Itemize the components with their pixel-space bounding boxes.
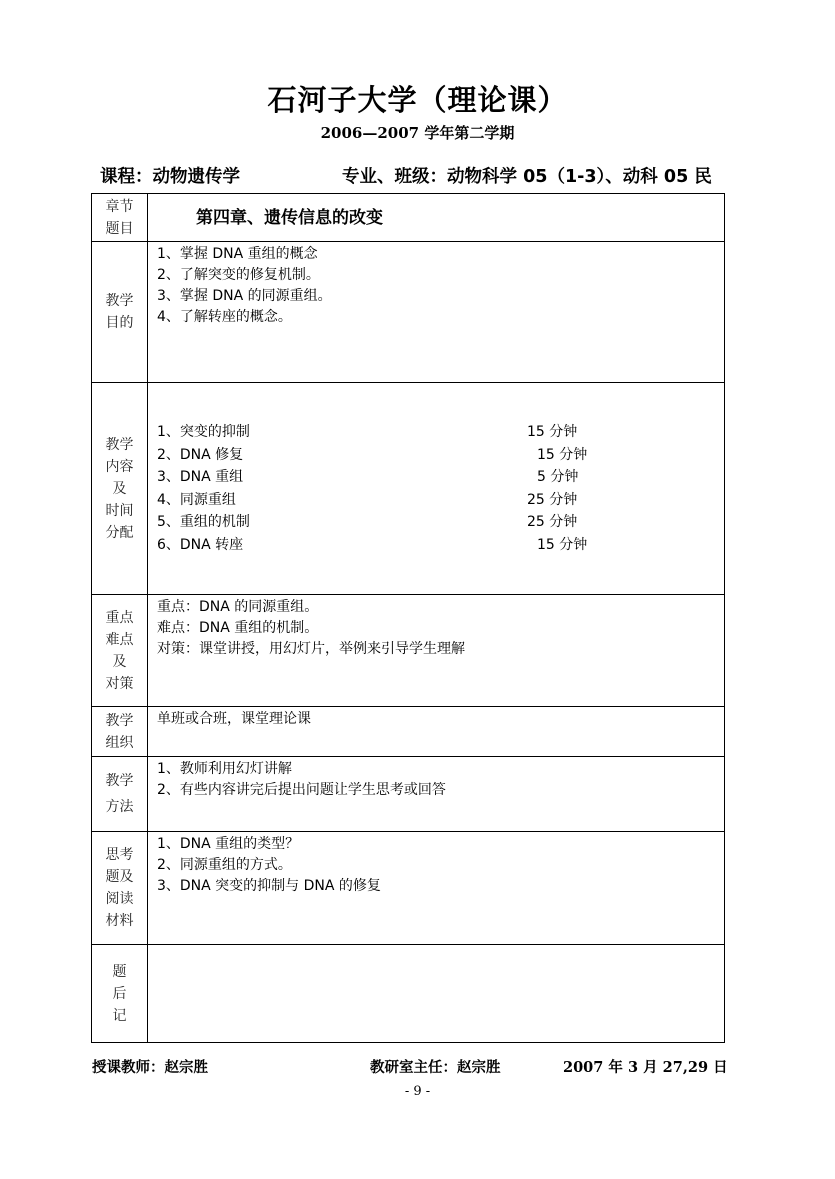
content-item: [157, 489, 724, 512]
label-line: 题目: [105, 220, 134, 237]
lesson-date: 2007 年 3 月 27,29 日: [563, 1059, 728, 1076]
content-minutes: 15 分钟: [537, 446, 588, 463]
chapter-title: 第四章、遗传信息的改变: [148, 194, 725, 242]
content-label: [92, 383, 148, 595]
label-line: 目的: [105, 315, 134, 331]
organization-row: [92, 707, 725, 757]
content-topic: 4、同源重组: [157, 491, 236, 508]
content-minutes: 5 分钟: [537, 469, 579, 485]
label-line: 教学: [105, 712, 134, 729]
major-class-line: 专业、班级：动物科学 05（1-3）、动科 05 民: [342, 167, 712, 187]
label-line: 内容: [105, 458, 134, 475]
chapter-label: [92, 194, 148, 242]
label-line: 及: [112, 480, 127, 497]
list-item: 2、有些内容讲完后提出问题让学生思考或回答: [157, 782, 446, 798]
course-line: 课程：动物遗传学: [100, 167, 240, 187]
content-minutes: 15 分钟: [537, 536, 588, 553]
content-topic: 1、突变的抑制: [157, 424, 250, 440]
organization-text: [148, 707, 725, 757]
label-line: 教学: [105, 293, 134, 309]
lesson-plan-table: [91, 193, 725, 1043]
list-item: 1、掌握 DNA 重组的概念: [157, 246, 318, 262]
label-line: 阅读: [105, 891, 134, 907]
label-line: 题: [112, 963, 127, 980]
list-item: 对策：课堂讲授，用幻灯片，举例来引导学生理解: [157, 641, 465, 657]
label-line: 材料: [105, 913, 134, 929]
content-minutes: 15 分钟: [527, 424, 578, 440]
list-item: 1、教师利用幻灯讲解: [157, 761, 292, 777]
label-line: 时间: [105, 502, 134, 519]
objectives-list: [148, 242, 725, 383]
chapter-row: [92, 194, 725, 242]
postscript-text: [148, 945, 725, 1043]
content-topic: 6、DNA 转座: [157, 536, 244, 553]
page-number: - 9 -: [404, 1084, 431, 1099]
label-line: 重点: [105, 609, 134, 626]
list-item: 难点：DNA 重组的机制。: [157, 620, 319, 636]
content-item: [157, 421, 724, 444]
label-line: 记: [112, 1007, 127, 1024]
label-line: 对策: [105, 675, 134, 692]
label-line: 及: [112, 653, 127, 670]
postscript-row: [92, 945, 725, 1043]
content-topic: 3、DNA 重组: [157, 469, 244, 485]
objectives-label: [92, 242, 148, 383]
label-line: 分配: [105, 524, 134, 541]
content-minutes: 25 分钟: [527, 491, 578, 508]
questions-list: [148, 832, 725, 945]
label-line: 题及: [105, 869, 134, 885]
director-signature: 教研室主任：赵宗胜: [370, 1060, 501, 1076]
list-item: 单班或合班，课堂理论课: [157, 711, 311, 727]
label-line: 方法: [105, 799, 134, 815]
content-item: [157, 444, 724, 467]
label-line: 教学: [105, 773, 134, 789]
key-points-label: [92, 595, 148, 707]
content-row: [92, 383, 725, 595]
content-minutes: 25 分钟: [527, 514, 578, 530]
key-points-row: [92, 595, 725, 707]
content-item: [157, 511, 724, 534]
content-topic: 2、DNA 修复: [157, 446, 244, 463]
methods-label: [92, 757, 148, 832]
content-item: [157, 534, 724, 557]
label-line: 教学: [105, 436, 134, 453]
label-line: 后: [112, 985, 127, 1002]
label-line: 组织: [105, 734, 134, 751]
list-item: 2、同源重组的方式。: [157, 857, 292, 873]
objectives-row: [92, 242, 725, 383]
page-title: 石河子大学（理论课）: [267, 83, 568, 117]
label-line: 章节: [105, 198, 134, 215]
content-time-list: [148, 383, 725, 595]
label-line: 难点: [105, 631, 134, 648]
teacher-signature: 授课教师：赵宗胜: [92, 1060, 208, 1076]
questions-row: [92, 832, 725, 945]
list-item: 1、DNA 重组的类型？: [157, 836, 300, 852]
semester-subtitle: 2006—2007 学年第二学期: [320, 124, 515, 142]
postscript-label: [92, 945, 148, 1043]
questions-label: [92, 832, 148, 945]
list-item: 3、DNA 突变的抑制与 DNA 的修复: [157, 878, 381, 894]
content-item: [157, 466, 724, 489]
methods-row: [92, 757, 725, 832]
content-topic: 5、重组的机制: [157, 514, 250, 530]
list-item: 4、了解转座的概念。: [157, 309, 292, 325]
organization-label: [92, 707, 148, 757]
key-points-list: [148, 595, 725, 707]
list-item: 3、掌握 DNA 的同源重组。: [157, 288, 332, 304]
list-item: 2、了解突变的修复机制。: [157, 267, 320, 283]
methods-list: [148, 757, 725, 832]
list-item: 重点：DNA 的同源重组。: [157, 599, 319, 615]
label-line: 思考: [105, 847, 134, 863]
